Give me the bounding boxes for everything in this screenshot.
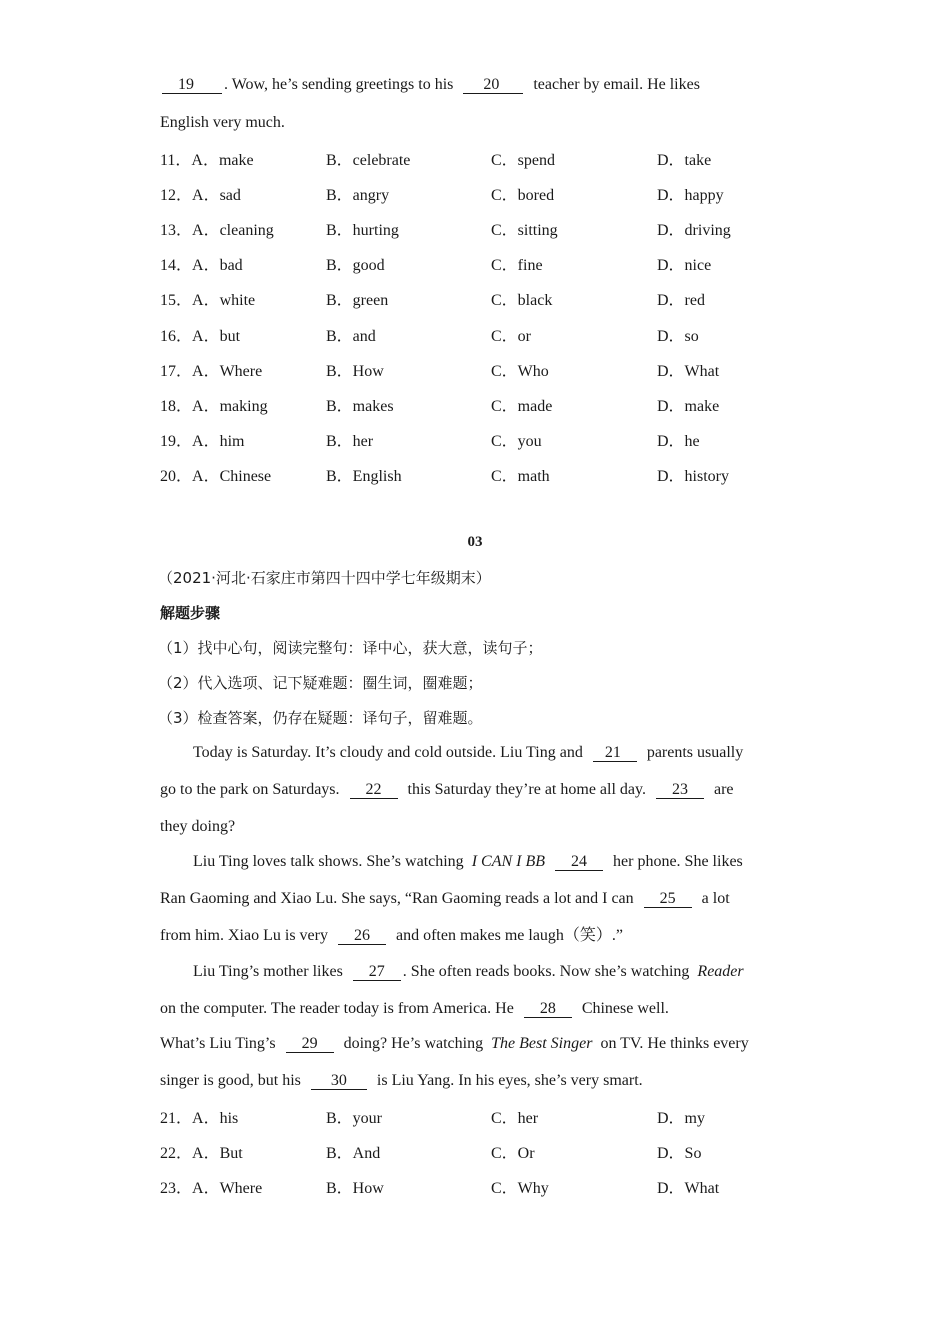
option-b: B．makes	[326, 397, 394, 415]
option-d: D．red	[657, 292, 705, 310]
blank-26: 26	[336, 926, 388, 946]
question-number: 20．	[160, 467, 193, 485]
blank-22: 22	[348, 780, 400, 800]
passage-text: and often makes me laugh（笑）.”	[395, 927, 624, 944]
option-b: B．green	[326, 292, 389, 310]
option-b: B．How	[326, 1180, 384, 1197]
option-c: C．sitting	[491, 222, 558, 240]
question-row	[160, 287, 800, 310]
option-b: B．her	[326, 432, 374, 450]
passage-text: from him. Xiao Lu is very	[160, 927, 328, 944]
question-row	[160, 147, 800, 167]
option-b: B．hurting	[326, 222, 399, 240]
question-number: 19．	[160, 432, 193, 450]
question-number: 22．	[160, 1145, 193, 1162]
question-number: 13．	[160, 222, 193, 240]
option-c: C．bored	[491, 187, 555, 205]
passage-text: What’s Liu Ting’s	[160, 1035, 276, 1052]
option-d: D．history	[657, 467, 730, 485]
option-a: A．but	[192, 327, 241, 345]
option-d: D．nice	[657, 257, 712, 275]
option-d: D．take	[657, 152, 712, 169]
passage-line	[160, 926, 623, 946]
blank-30: 30	[309, 1071, 369, 1091]
question-number: 17．	[160, 362, 193, 380]
option-d: D．make	[657, 397, 720, 415]
passage-text: this Saturday they’re at home all day.	[407, 781, 646, 798]
option-a: A．white	[192, 292, 256, 310]
passage-text: Liu Ting loves talk shows. She’s watching	[193, 853, 464, 870]
question-row	[160, 463, 800, 483]
option-b: B．your	[326, 1110, 383, 1127]
option-c: C．Why	[491, 1180, 549, 1197]
blank-19: 19	[160, 75, 224, 95]
passage-line	[160, 999, 669, 1019]
question-number-and-option-a	[160, 182, 241, 205]
question-row	[160, 182, 800, 205]
question-number-and-option-a	[160, 393, 268, 416]
blank-20: 20	[461, 75, 525, 95]
passage-text: Liu Ting’s mother likes	[193, 963, 343, 980]
question-number-and-option-a	[160, 217, 274, 240]
question-number-and-option-a	[160, 463, 271, 486]
option-d: D．he	[657, 432, 700, 450]
passage-text: her phone. She likes	[613, 853, 743, 870]
step-2: （2）代入选项、记下疑难题：圈生词，圈难题；	[158, 674, 483, 692]
option-b: B．And	[326, 1145, 381, 1162]
option-d: D．happy	[657, 187, 724, 205]
passage-line: English very much.	[160, 114, 285, 131]
question-row	[160, 358, 800, 378]
step-1: （1）找中心句，阅读完整句：译中心，获大意，读句子；	[158, 639, 543, 657]
passage-text: Today is Saturday. It’s cloudy and cold outside. Liu Ting and	[193, 744, 583, 761]
passage-text: Chinese well.	[581, 1000, 669, 1017]
passage-text: parents usually	[646, 744, 744, 761]
question-number-and-option-a	[160, 358, 262, 381]
option-a: A．Where	[192, 362, 263, 380]
question-number: 18．	[160, 397, 193, 415]
passage-line	[160, 889, 730, 909]
blank-27: 27	[351, 962, 403, 982]
passage-line	[193, 962, 744, 982]
question-number-and-option-a	[160, 147, 254, 170]
passage-line	[193, 743, 743, 763]
option-c: C．her	[491, 1110, 539, 1127]
passage-line	[193, 852, 743, 872]
passage-text: doing? He’s watching	[343, 1035, 484, 1052]
question-row	[160, 428, 800, 448]
passage-text: . Wow, he’s sending greetings to his	[224, 76, 454, 93]
question-row	[160, 217, 800, 240]
question-number: 15．	[160, 292, 193, 310]
question-number-and-option-a	[160, 287, 255, 310]
option-a: A．him	[192, 432, 245, 450]
option-a: A．sad	[192, 187, 241, 205]
option-a: A．cleaning	[192, 222, 274, 240]
passage-line	[160, 1034, 749, 1054]
show-title: I CAN I BB	[471, 853, 546, 870]
option-d: D．so	[657, 327, 699, 345]
question-number: 21．	[160, 1110, 193, 1127]
steps-title: 解题步骤	[160, 604, 221, 622]
question-row	[160, 1140, 800, 1160]
option-d: D．What	[657, 1180, 720, 1197]
option-d: D．So	[657, 1145, 702, 1162]
show-title: The Best Singer	[491, 1035, 593, 1052]
passage-text: singer is good, but his	[160, 1072, 301, 1089]
option-b: B．How	[326, 362, 384, 380]
option-b: B．celebrate	[326, 152, 411, 169]
option-b: B．and	[326, 327, 376, 345]
passage-text: are	[713, 781, 734, 798]
passage-text: teacher by email. He likes	[533, 76, 700, 93]
question-number-and-option-a	[160, 428, 244, 451]
question-source: （2021·河北·石家庄市第四十四中学七年级期末）	[158, 569, 491, 587]
option-a: A．Chinese	[192, 467, 272, 485]
passage-line	[160, 75, 700, 95]
option-c: C．Or	[491, 1145, 535, 1162]
option-c: C．math	[491, 467, 550, 485]
passage-text: a lot	[701, 890, 730, 907]
question-row	[160, 252, 800, 275]
passage-line	[160, 1071, 643, 1091]
option-a: A．But	[192, 1145, 243, 1162]
section-number: 03	[467, 534, 483, 550]
option-b: B．angry	[326, 187, 390, 205]
question-number: 11．	[160, 152, 192, 169]
option-c: C．black	[491, 292, 553, 310]
option-c: C．or	[491, 327, 532, 345]
question-number-and-option-a	[160, 323, 240, 346]
question-number-and-option-a	[160, 1175, 262, 1198]
question-number: 16．	[160, 327, 193, 345]
question-row	[160, 323, 800, 343]
question-number-and-option-a	[160, 252, 243, 275]
question-row	[160, 1105, 800, 1125]
option-a: A．make	[191, 152, 254, 169]
question-number: 23．	[160, 1180, 193, 1197]
passage-text: . She often reads books. Now she’s watching	[402, 963, 690, 980]
passage-text: is Liu Yang. In his eyes, she’s very smart.	[376, 1072, 643, 1089]
option-b: B．English	[326, 467, 402, 485]
option-a: A．bad	[192, 257, 243, 275]
blank-28: 28	[522, 999, 574, 1019]
passage-text: on TV. He thinks every	[600, 1035, 749, 1052]
passage-text: on the computer. The reader today is from America. He	[160, 1000, 514, 1017]
question-row	[160, 1175, 800, 1195]
option-c: C．you	[491, 432, 542, 450]
passage-line: they doing?	[160, 818, 236, 835]
option-c: C．Who	[491, 362, 549, 380]
question-number-and-option-a	[160, 1105, 238, 1128]
option-c: C．spend	[491, 152, 556, 169]
question-row	[160, 393, 800, 413]
blank-25: 25	[642, 889, 694, 909]
option-b: B．good	[326, 257, 385, 275]
show-title: Reader	[697, 963, 744, 980]
option-d: D．my	[657, 1110, 706, 1127]
question-number: 14．	[160, 257, 193, 275]
option-c: C．fine	[491, 257, 543, 275]
blank-24: 24	[553, 852, 605, 872]
option-a: A．making	[192, 397, 268, 415]
option-a: A．Where	[192, 1180, 263, 1197]
option-d: D．What	[657, 362, 720, 380]
question-number-and-option-a	[160, 1140, 243, 1163]
blank-21: 21	[591, 743, 639, 763]
question-number: 12．	[160, 187, 193, 205]
step-3: （3）检查答案，仍存在疑题：译句子，留难题。	[158, 709, 483, 727]
blank-23: 23	[654, 780, 706, 800]
option-d: D．driving	[657, 222, 731, 240]
blank-29: 29	[284, 1034, 336, 1054]
option-c: C．made	[491, 397, 553, 415]
passage-text: go to the park on Saturdays.	[160, 781, 340, 798]
passage-line	[160, 780, 734, 800]
passage-text: Ran Gaoming and Xiao Lu. She says, “Ran Gaoming reads a lot and I can	[160, 890, 634, 907]
option-a: A．his	[192, 1110, 239, 1127]
